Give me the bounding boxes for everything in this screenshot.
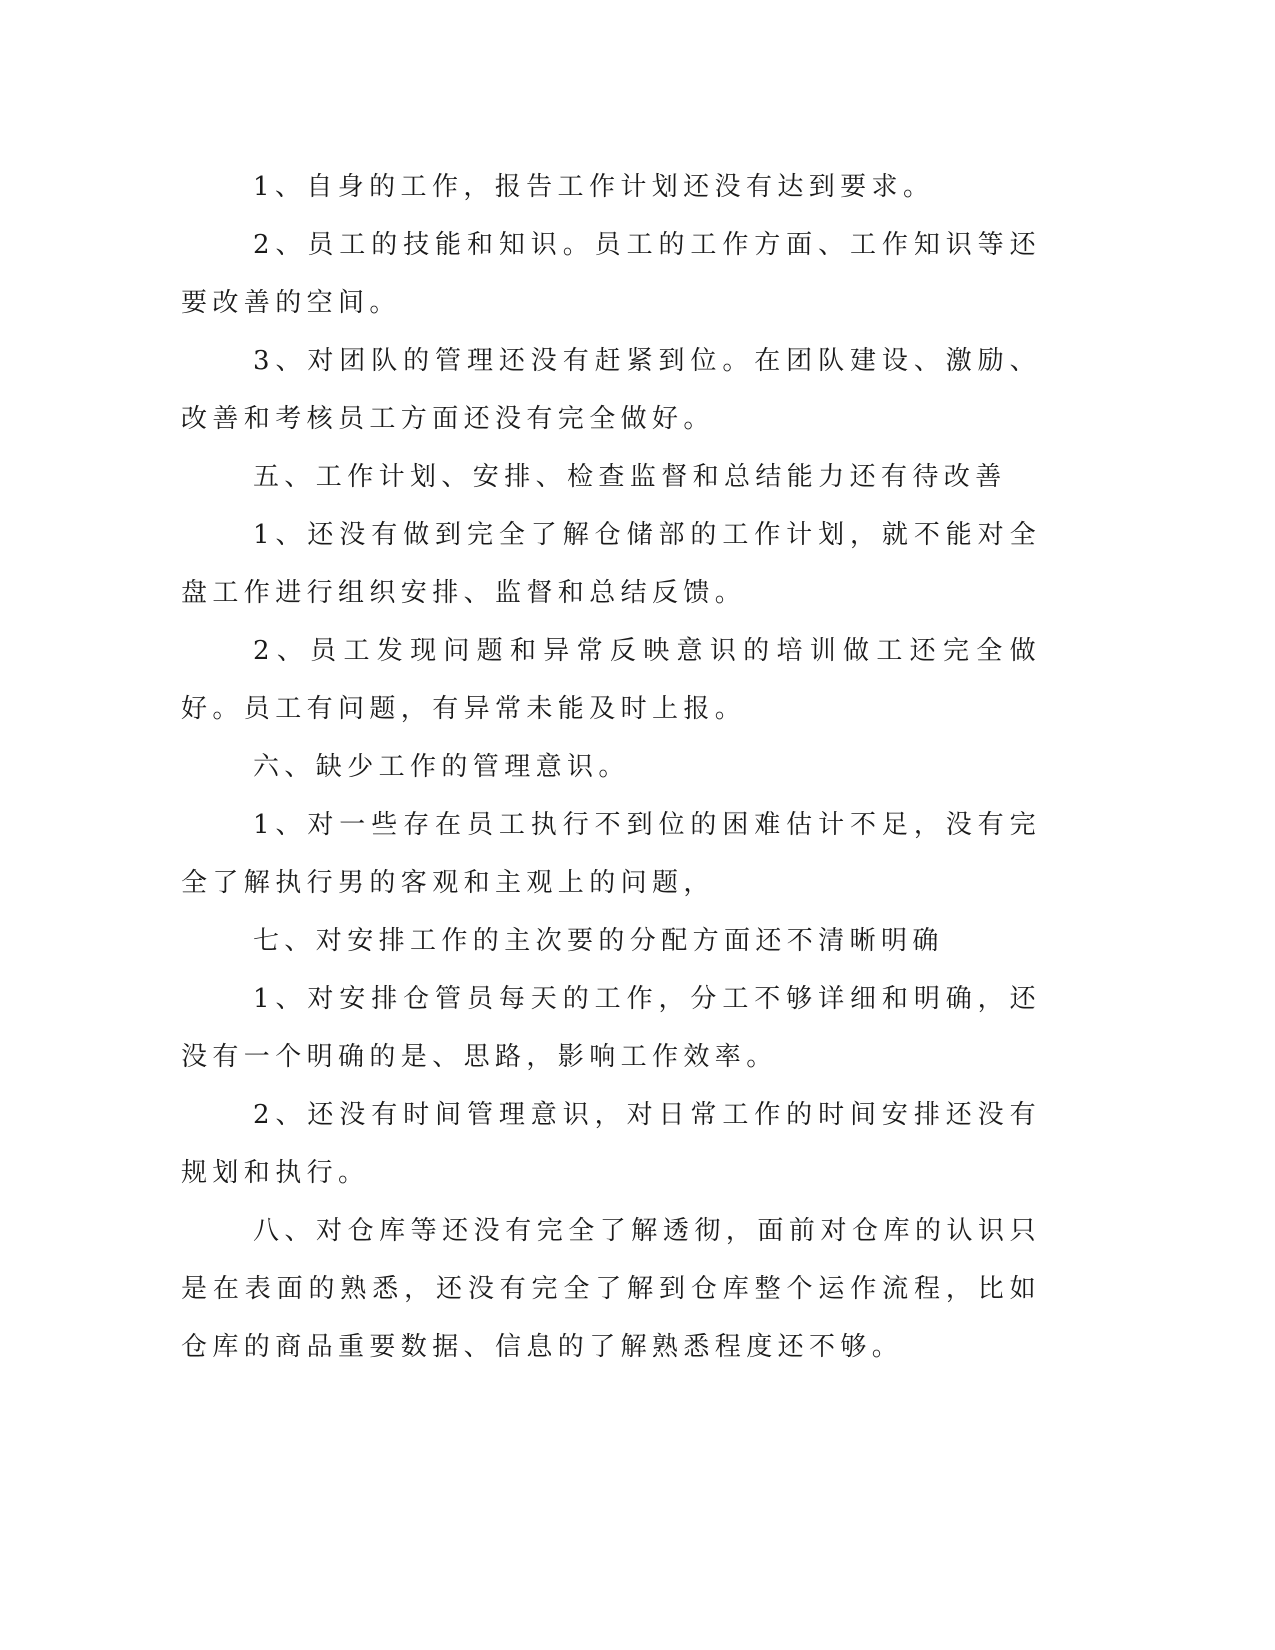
paragraph-4: 1、还没有做到完全了解仓储部的工作计划，就不能对全盘工作进行组织安排、监督和总结反馈。 xyxy=(181,520,1041,608)
paragraph-7: 1、对安排仓管员每天的工作，分工不够详细和明确，还没有一个明确的是、思路，影响工作效率。 xyxy=(181,984,1041,1072)
section-heading-8: 八、对仓库等还没有完全了解透彻，面前对仓库的认识只是在表面的熟悉，还没有完全了解到仓库整个运作流程，比如仓库的商品重要数据、信息的了解熟悉程度还不够。 xyxy=(181,1216,1041,1362)
document-body xyxy=(181,158,1041,1376)
paragraph-2: 2、员工的技能和知识。员工的工作方面、工作知识等还要改善的空间。 xyxy=(181,230,1041,318)
paragraph-6: 1、对一些存在员工执行不到位的困难估计不足，没有完全了解执行男的客观和主观上的问题， xyxy=(181,810,1041,898)
paragraph-5: 2、员工发现问题和异常反映意识的培训做工还完全做好。员工有问题，有异常未能及时上报。 xyxy=(181,636,1041,724)
paragraph-8: 2、还没有时间管理意识，对日常工作的时间安排还没有规划和执行。 xyxy=(181,1100,1041,1188)
section-heading-6: 六、缺少工作的管理意识。 xyxy=(253,752,630,782)
section-heading-5: 五、工作计划、安排、检查监督和总结能力还有待改善 xyxy=(253,462,1007,492)
section-heading-7: 七、对安排工作的主次要的分配方面还不清晰明确 xyxy=(253,926,944,956)
paragraph-1: 1、自身的工作，报告工作计划还没有达到要求。 xyxy=(253,172,935,202)
paragraph-3: 3、对团队的管理还没有赶紧到位。在团队建设、激励、改善和考核员工方面还没有完全做好。 xyxy=(181,346,1041,434)
